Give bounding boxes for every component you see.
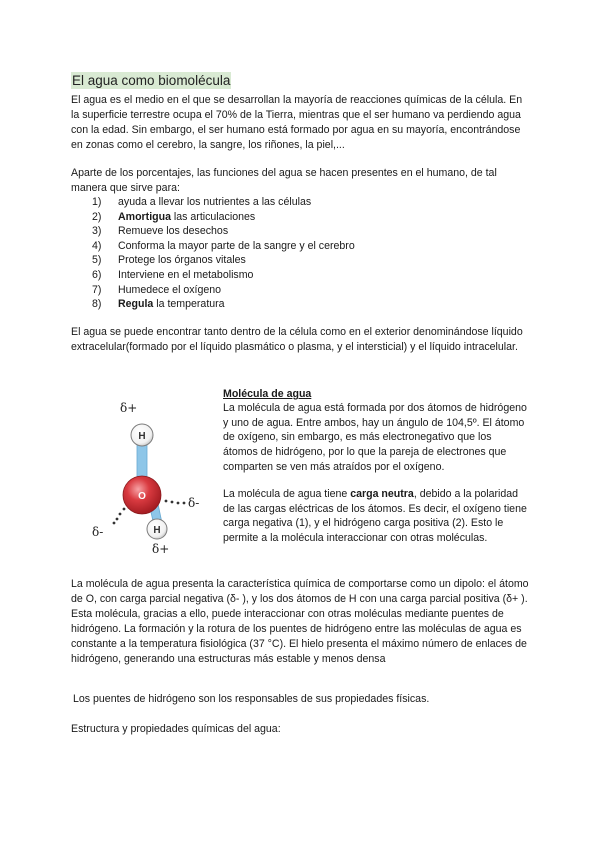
hydrogen-bond-dots-right <box>165 500 186 505</box>
hydrogen-label-bottom: H <box>153 525 161 536</box>
oxygen-label: O <box>138 491 146 502</box>
list-item: 4) Conforma la mayor parte de la sangre y el cerebro <box>92 239 355 252</box>
location-paragraph: El agua se puede encontrar tanto dentro de la célula como en el exterior denominándose líquido extracelular(formado por el líquido plasmático o plasma, y el intersticial) y el líquido intracelular. <box>71 326 523 353</box>
dipole-paragraph: La molécula de agua presenta la característica química de comportarse como un dipolo: el átomo de O, con carga parcial negativa (δ- ), y los dos átomos de H con una carga parcial positiva (δ+ ). Esta molécula, gracias a ello, puede interaccionar con otras moléculas mediante puentes de hidrógeno. La formación y la rotura de los puentes de hidrógeno entre las moléculas de agua es constante a la temperatura fisiológica (37 °C). El hielo presenta el máximo número de enlaces de hidrógeno, generando una estructuras más estable y menos densa <box>71 578 529 665</box>
water-molecule-diagram <box>80 395 215 560</box>
delta-minus-left: δ- <box>92 525 104 539</box>
list-item: 7) Humedece el oxígeno <box>92 283 222 296</box>
functions-list <box>92 195 355 312</box>
list-item: 6) Interviene en el metabolismo <box>92 268 254 281</box>
list-item: 5) Protege los órganos vitales <box>92 254 246 267</box>
molecule-paragraph-1: La molécula de agua está formada por dos átomos de hidrógeno y uno de agua. Entre ambos, hay un ángulo de 104,5º. El átomo de oxígeno, sin embargo, es más electronegativo que los átomos de hidrógeno, por lo que la pareja de electrones que comparten se ven más atraídos por el oxígeno. <box>223 402 527 473</box>
delta-plus-top: δ+ <box>120 401 138 415</box>
list-item: 8) Regula la temperatura <box>92 298 225 311</box>
hydrogen-bond-dots-left <box>113 508 126 525</box>
list-item: 3) Remueve los desechos <box>92 225 229 238</box>
molecule-heading: Molécula de agua <box>223 388 312 400</box>
delta-plus-bottom: δ+ <box>152 542 170 556</box>
hydrogen-label-top: H <box>138 431 146 442</box>
delta-minus-right: δ- <box>188 496 200 510</box>
list-item: 2) Amortigua las articulaciones <box>92 210 256 223</box>
functions-intro-paragraph: Aparte de los porcentajes, las funciones del agua se hacen presentes en el humano, de tal manera que sirve para: <box>71 167 497 194</box>
molecule-paragraph-2: La molécula de agua tiene carga neutra, debido a la polaridad de las cargas eléctricas de los átomos. Es decir, el oxígeno tiene carga negativa (1), y el hidrógeno carga positiva (2). Esto le permite a la molécula interaccionar con otras moléculas. <box>223 488 527 545</box>
list-item: 1) ayuda a llevar los nutrientes a las células <box>92 196 312 208</box>
structure-heading: Estructura y propiedades químicas del agua: <box>71 723 281 735</box>
bridges-paragraph: Los puentes de hidrógeno son los responsables de sus propiedades físicas. <box>73 693 430 705</box>
intro-paragraph: El agua es el medio en el que se desarrollan la mayoría de reacciones químicas de la célula. En la superficie terrestre ocupa el 70% de la Tierra, mientras que el ser humano va perdiendo agua con la edad. Sin embargo, el ser humano está formado por agua en su mayoría, encontrándose en zonas como el cerebro, la sangre, los riñones, la piel,... <box>71 94 523 151</box>
section-title: El agua como biomolécula <box>72 73 231 88</box>
